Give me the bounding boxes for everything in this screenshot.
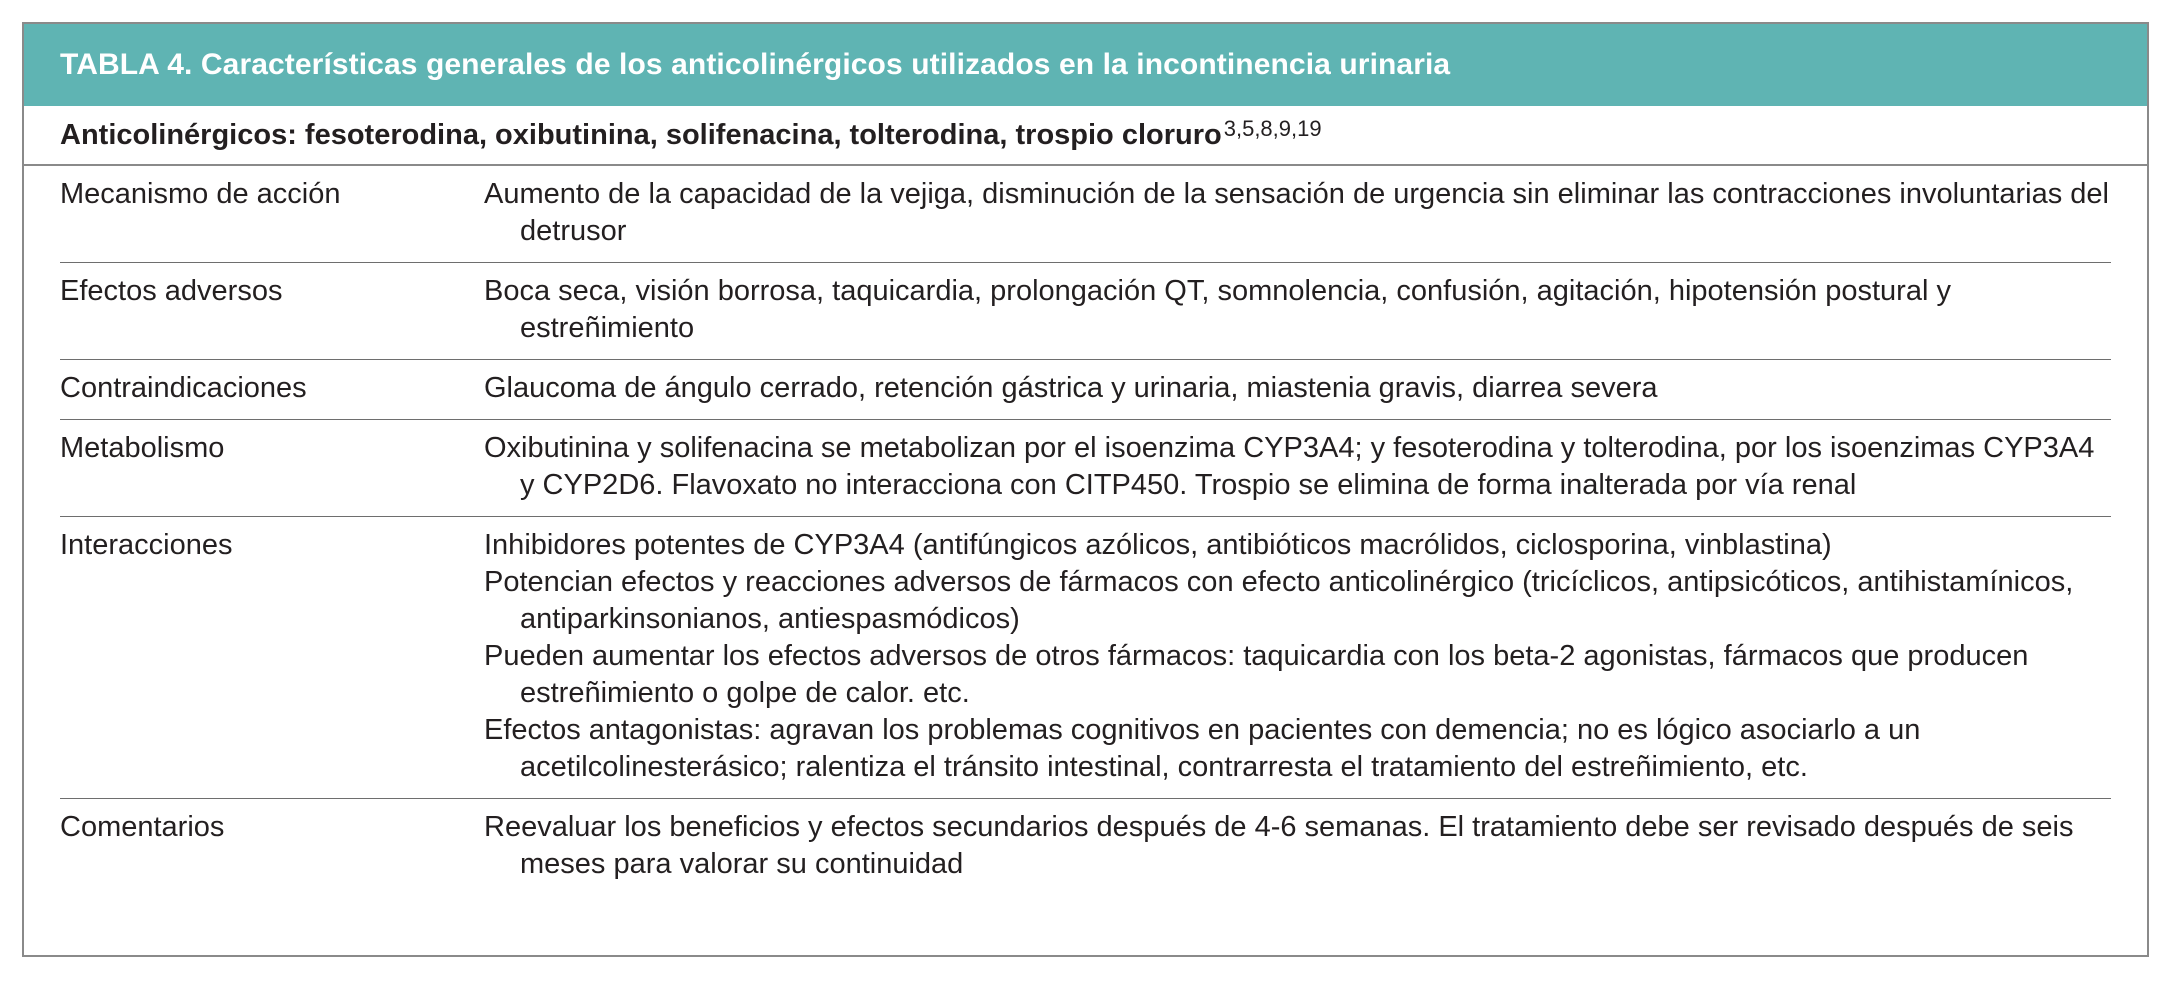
subtitle-text: Anticolinérgicos: fesoterodina, oxibutinina, solifenacina, tolterodina, trospio cloruro <box>60 118 1222 151</box>
row-content <box>484 527 2111 786</box>
row-paragraph: Efectos antagonistas: agravan los problemas cognitivos en pacientes con demencia; no es lógico asociarlo a un acetilcolinesterásico; ralentiza el tránsito intestinal, contrarresta el tratamiento del estreñimiento, etc. <box>484 714 1921 783</box>
row-content <box>484 809 2111 883</box>
row-label: Efectos adversos <box>60 275 283 307</box>
row-content <box>484 370 2111 407</box>
table-row-contraindicaciones <box>60 360 2111 420</box>
table-row-efectos-adversos <box>60 263 2111 360</box>
subtitle-references: 3,5,8,9,19 <box>1223 116 1322 141</box>
drug-table <box>22 22 2149 957</box>
table-body <box>24 166 2147 895</box>
row-content <box>484 430 2111 504</box>
row-label: Mecanismo de acción <box>60 178 341 210</box>
row-paragraph: Boca seca, visión borrosa, taquicardia, prolongación QT, somnolencia, confusión, agitación, hipotensión postural y estreñimiento <box>484 275 1951 344</box>
row-label: Interacciones <box>60 529 233 561</box>
row-paragraph: Aumento de la capacidad de la vejiga, disminución de la sensación de urgencia sin eliminar las contracciones involuntarias del detrusor <box>484 178 2109 247</box>
row-paragraph: Reevaluar los beneficios y efectos secundarios después de 4-6 semanas. El tratamiento debe ser revisado después de seis meses para valorar su continuidad <box>484 811 2074 880</box>
row-label: Contraindicaciones <box>60 372 307 404</box>
table-subtitle <box>24 106 2147 166</box>
row-paragraph: Inhibidores potentes de CYP3A4 (antifúngicos azólicos, antibióticos macrólidos, ciclosporina, vinblastina) <box>484 529 1832 561</box>
row-label: Metabolismo <box>60 432 225 464</box>
row-content <box>484 176 2111 250</box>
table-row-mecanismo <box>60 166 2111 263</box>
row-label: Comentarios <box>60 811 225 843</box>
table-row-comentarios <box>60 799 2111 895</box>
row-content <box>484 273 2111 347</box>
table-row-metabolismo <box>60 420 2111 517</box>
row-paragraph: Oxibutinina y solifenacina se metabolizan por el isoenzima CYP3A4; y fesoterodina y tolterodina, por los isoenzimas CYP3A4 y CYP2D6. Flavoxato no interacciona con CITP450. Trospio se elimina de forma inalterada por vía renal <box>484 432 2095 501</box>
row-paragraph: Potencian efectos y reacciones adversos de fármacos con efecto anticolinérgico (tricíclicos, antipsicóticos, antihistamínicos, antiparkinsonianos, antiespasmódicos) <box>484 566 2074 635</box>
row-paragraph: Glaucoma de ángulo cerrado, retención gástrica y urinaria, miastenia gravis, diarrea severa <box>484 372 1658 404</box>
table-title: TABLA 4. Características generales de los anticolinérgicos utilizados en la incontinencia urinaria <box>24 24 2147 106</box>
row-paragraph: Pueden aumentar los efectos adversos de otros fármacos: taquicardia con los beta-2 agonistas, fármacos que producen estreñimiento o golpe de calor. etc. <box>484 640 2029 709</box>
table-row-interacciones <box>60 517 2111 799</box>
